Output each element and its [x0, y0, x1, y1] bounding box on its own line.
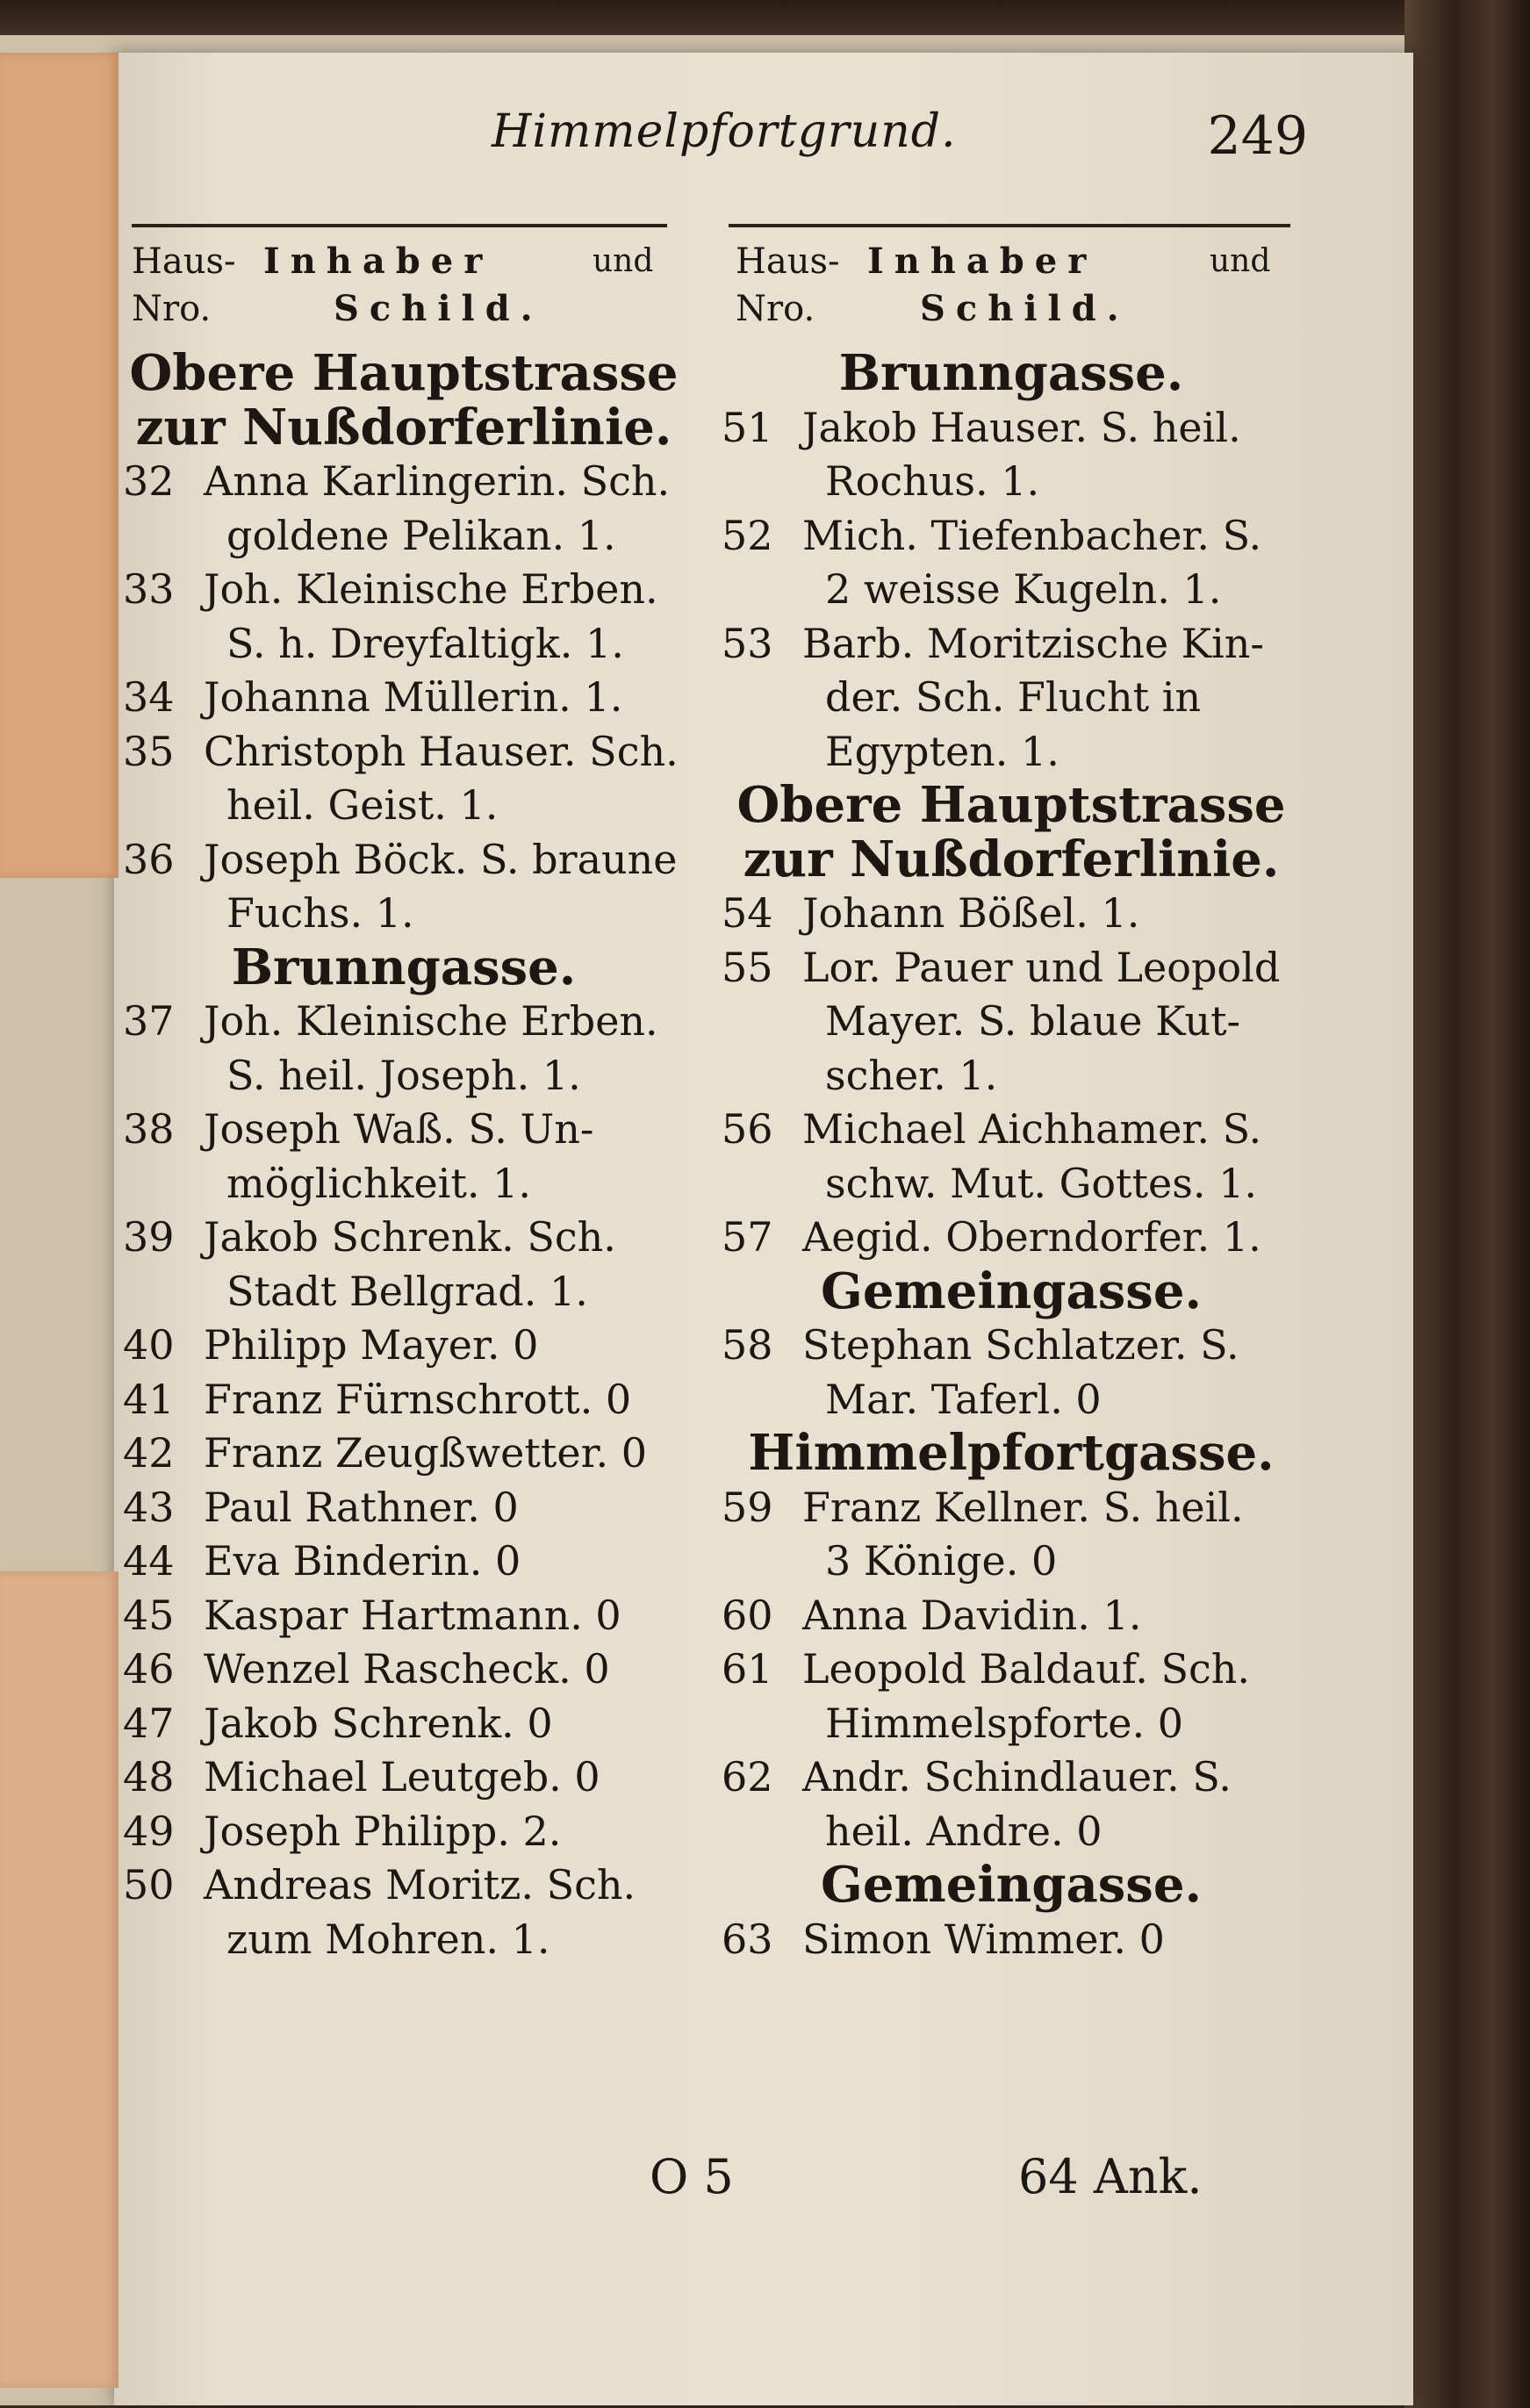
header-rule-right: [729, 224, 1290, 227]
street-name: Brunngasse.: [231, 938, 577, 996]
owner-sign-text: Johann Bößel. 1.: [802, 889, 1140, 937]
owner-sign-text: Stephan Schlatzer. S.: [802, 1321, 1239, 1369]
owner-sign-text: Simon Wimmer. 0: [802, 1915, 1165, 1963]
house-entry: [722, 941, 1301, 996]
house-entry: [722, 887, 1301, 941]
owner-sign-text: Jakob Schrenk. Sch.: [204, 1213, 616, 1261]
paper-strip-upper: [0, 53, 119, 878]
street-name: Brunngasse.: [838, 344, 1184, 402]
house-entry: [123, 1805, 685, 1859]
house-number: 58: [722, 1321, 773, 1369]
header-haus: Haus-: [736, 241, 840, 282]
owner-sign-text: möglichkeit. 1.: [226, 1159, 531, 1207]
house-number: 48: [123, 1753, 175, 1801]
street-name: Obere Hauptstrasse: [129, 344, 679, 402]
house-entry: [722, 401, 1301, 456]
house-entry: [123, 1642, 685, 1697]
owner-sign-text: Fuchs. 1.: [226, 889, 414, 937]
house-number: 40: [123, 1321, 175, 1369]
house-entry: [123, 1858, 685, 1913]
house-entry: [722, 1481, 1301, 1535]
house-number: 44: [123, 1537, 175, 1585]
owner-sign-text: der. Sch. Flucht in: [825, 673, 1202, 721]
house-number: 57: [722, 1213, 773, 1261]
house-number: 39: [123, 1213, 175, 1261]
header-rule-left: [132, 224, 667, 227]
owner-sign-text: Joseph Waß. S. Un-: [204, 1105, 594, 1153]
owner-sign-text: Jakob Hauser. S. heil.: [802, 403, 1241, 451]
owner-sign-text: Franz Kellner. S. heil.: [802, 1483, 1244, 1531]
owner-sign-text: Franz Fürnschrott. 0: [204, 1375, 632, 1423]
header-inhaber: Inhaber: [867, 241, 1097, 282]
house-number: 36: [123, 835, 175, 883]
house-number: 42: [123, 1429, 175, 1477]
column-header-left: [132, 239, 667, 335]
owner-sign-text: Johanna Müllerin. 1.: [204, 673, 623, 721]
house-number: 49: [123, 1807, 175, 1855]
house-entry: [123, 1211, 685, 1265]
house-number: 61: [722, 1645, 773, 1693]
street-heading: [722, 1424, 1301, 1482]
owner-sign-text: Michael Leutgeb. 0: [204, 1753, 600, 1801]
street-name: Himmelpfortgasse.: [748, 1424, 1275, 1482]
header-und: und: [593, 243, 654, 279]
house-number: 50: [123, 1861, 175, 1908]
street-name: zur Nußdorferlinie.: [743, 830, 1280, 888]
street-heading: [722, 344, 1301, 402]
owner-sign-text: Joseph Philipp. 2.: [204, 1807, 562, 1855]
owner-sign-text: Joh. Kleinische Erben.: [204, 997, 658, 1045]
owner-sign-text: schw. Mut. Gottes. 1.: [825, 1159, 1257, 1207]
header-schild: Schild.: [334, 288, 543, 329]
owner-sign-text: Mar. Taferl. 0: [825, 1375, 1102, 1423]
entry-continuation: [123, 1049, 685, 1103]
entry-continuation: [722, 1697, 1301, 1751]
catchword: 64 Ank.: [1018, 2149, 1203, 2204]
house-number: 33: [123, 565, 175, 613]
street-name: Gemeingasse.: [821, 1856, 1202, 1914]
owner-sign-text: 2 weisse Kugeln. 1.: [825, 565, 1222, 613]
page-number: 249: [1207, 105, 1308, 167]
street-heading: [722, 776, 1301, 834]
owner-sign-text: Leopold Baldauf. Sch.: [802, 1645, 1250, 1693]
house-number: 59: [722, 1483, 773, 1531]
owner-sign-text: Paul Rathner. 0: [204, 1483, 519, 1531]
header-nro: Nro.: [736, 289, 815, 329]
house-entry: [722, 1642, 1301, 1697]
owner-sign-text: Andr. Schindlauer. S.: [802, 1753, 1232, 1801]
house-entry: [722, 1589, 1301, 1643]
house-entry: [123, 1535, 685, 1589]
paper-strip-lower: [0, 1571, 119, 2388]
entry-continuation: [722, 725, 1301, 780]
house-number: 60: [722, 1591, 773, 1639]
house-entry: [123, 1750, 685, 1805]
street-name: zur Nußdorferlinie.: [135, 398, 672, 456]
house-number: 45: [123, 1591, 175, 1639]
entry-continuation: [722, 1535, 1301, 1589]
house-number: 53: [722, 619, 773, 667]
owner-sign-text: Joh. Kleinische Erben.: [204, 565, 658, 613]
house-entry: [722, 617, 1301, 672]
house-entry: [123, 1427, 685, 1481]
entry-continuation: [722, 1157, 1301, 1211]
house-entry: [722, 1319, 1301, 1373]
owner-sign-text: heil. Andre. 0: [825, 1807, 1103, 1855]
owner-sign-text: Egypten. 1.: [825, 727, 1060, 775]
entry-continuation: [722, 1049, 1301, 1103]
owner-sign-text: Aegid. Oberndorfer. 1.: [802, 1213, 1261, 1261]
owner-sign-text: Michael Aichhamer. S.: [802, 1105, 1262, 1153]
running-head: Himmelpfortgrund.: [492, 105, 957, 158]
house-entry: [123, 1319, 685, 1373]
street-heading: [722, 1262, 1301, 1320]
owner-sign-text: Anna Davidin. 1.: [802, 1591, 1142, 1639]
street-heading: [722, 1858, 1301, 1913]
entry-continuation: [123, 779, 685, 833]
house-entry: [123, 1373, 685, 1427]
house-number: 41: [123, 1375, 175, 1423]
street-heading: [123, 344, 685, 402]
owner-sign-text: heil. Geist. 1.: [226, 781, 499, 829]
owner-sign-text: goldene Pelikan. 1.: [226, 511, 616, 559]
header-nro: Nro.: [132, 289, 212, 329]
house-number: 56: [722, 1105, 773, 1153]
house-number: 37: [123, 997, 175, 1045]
house-entry: [722, 509, 1301, 564]
entry-continuation: [123, 617, 685, 672]
entry-continuation: [123, 1265, 685, 1319]
owner-sign-text: S. heil. Joseph. 1.: [226, 1051, 581, 1099]
house-number: 52: [722, 511, 773, 559]
header-inhaber: Inhaber: [263, 241, 493, 282]
printer-signature: O 5: [650, 2149, 734, 2204]
entry-continuation: [722, 671, 1301, 725]
entry-continuation: [123, 1913, 685, 1967]
house-number: 38: [123, 1105, 175, 1153]
house-entry: [722, 1211, 1301, 1265]
owner-sign-text: 3 Könige. 0: [825, 1537, 1058, 1585]
column-header-right: [736, 239, 1297, 335]
header-schild: Schild.: [920, 288, 1130, 329]
house-entry: [123, 1589, 685, 1643]
house-entry: [123, 1103, 685, 1157]
owner-sign-text: Andreas Moritz. Sch.: [204, 1861, 636, 1908]
house-entry: [123, 833, 685, 888]
owner-sign-text: Jakob Schrenk. 0: [204, 1699, 553, 1747]
house-entry: [123, 725, 685, 780]
house-entry: [722, 1103, 1301, 1157]
owner-sign-text: zum Mohren. 1.: [226, 1915, 550, 1963]
header-haus: Haus-: [132, 241, 236, 282]
house-number: 32: [123, 457, 175, 505]
house-entry: [722, 1913, 1301, 1967]
entry-continuation: [722, 455, 1301, 509]
house-entry: [722, 1750, 1301, 1805]
owner-sign-text: S. h. Dreyfaltigk. 1.: [226, 619, 624, 667]
owner-sign-text: Himmelspforte. 0: [825, 1699, 1183, 1747]
entry-continuation: [123, 509, 685, 564]
owner-sign-text: Anna Karlingerin. Sch.: [204, 457, 671, 505]
entry-continuation: [722, 1373, 1301, 1427]
house-number: 63: [722, 1915, 773, 1963]
entry-continuation: [123, 1157, 685, 1211]
street-heading: [722, 830, 1301, 888]
owner-sign-text: Christoph Hauser. Sch.: [204, 727, 679, 775]
street-name: Obere Hauptstrasse: [736, 776, 1286, 834]
house-number: 35: [123, 727, 175, 775]
owner-sign-text: Rochus. 1.: [825, 457, 1040, 505]
owner-sign-text: Philipp Mayer. 0: [204, 1321, 539, 1369]
house-entry: [123, 671, 685, 725]
right-column: [722, 344, 1301, 1966]
house-number: 54: [722, 889, 773, 937]
house-number: 43: [123, 1483, 175, 1531]
house-entry: [123, 1481, 685, 1535]
left-column: [123, 344, 685, 1966]
owner-sign-text: Barb. Moritzische Kin-: [802, 619, 1264, 667]
owner-sign-text: scher. 1.: [825, 1051, 998, 1099]
house-number: 46: [123, 1645, 175, 1693]
house-entry: [123, 563, 685, 617]
owner-sign-text: Franz Zeugßwetter. 0: [204, 1429, 648, 1477]
owner-sign-text: Eva Binderin. 0: [204, 1537, 521, 1585]
entry-continuation: [722, 1805, 1301, 1859]
house-number: 55: [722, 943, 773, 991]
owner-sign-text: Stadt Bellgrad. 1.: [226, 1267, 588, 1315]
house-entry: [123, 455, 685, 509]
book-binding-edge: [1404, 0, 1530, 2408]
house-number: 62: [722, 1753, 773, 1801]
street-heading: [123, 398, 685, 456]
owner-sign-text: Wenzel Rascheck. 0: [204, 1645, 610, 1693]
entry-continuation: [722, 563, 1301, 617]
house-number: 34: [123, 673, 175, 721]
house-entry: [123, 995, 685, 1049]
entry-continuation: [123, 887, 685, 941]
owner-sign-text: Kaspar Hartmann. 0: [204, 1591, 621, 1639]
owner-sign-text: Joseph Böck. S. braune: [204, 835, 678, 883]
house-number: 47: [123, 1699, 175, 1747]
owner-sign-text: Lor. Pauer und Leopold: [802, 943, 1281, 991]
owner-sign-text: Mayer. S. blaue Kut-: [825, 997, 1241, 1045]
street-name: Gemeingasse.: [821, 1262, 1202, 1320]
header-und: und: [1210, 243, 1271, 279]
street-heading: [123, 938, 685, 996]
house-entry: [123, 1697, 685, 1751]
house-number: 51: [722, 403, 773, 451]
entry-continuation: [722, 995, 1301, 1049]
owner-sign-text: Mich. Tiefenbacher. S.: [802, 511, 1262, 559]
